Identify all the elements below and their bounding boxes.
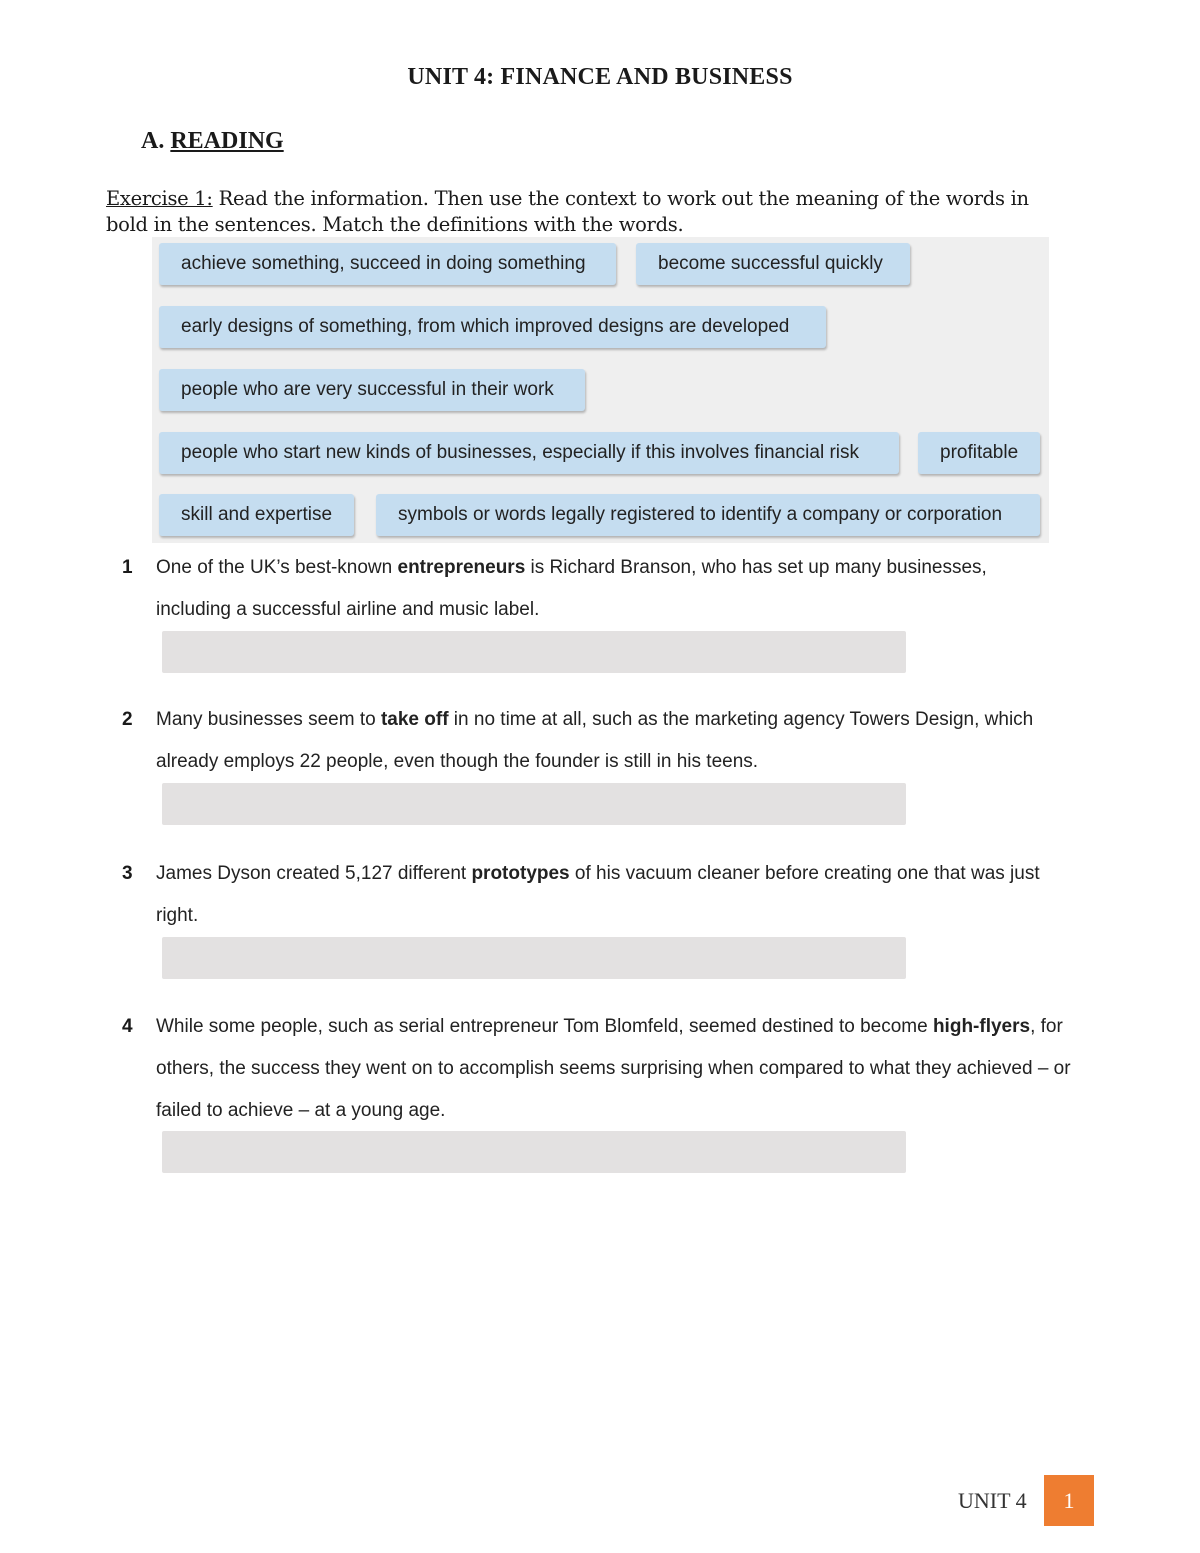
document-title: UNIT 4: FINANCE AND BUSINESS xyxy=(407,64,793,90)
question-number: 1 xyxy=(122,557,133,578)
question-text: James Dyson created 5,127 different prototypes of his vacuum cleaner before creating one that was just right. xyxy=(156,863,1040,926)
section-title: READING xyxy=(170,128,284,154)
question-text: One of the UK’s best-known entrepreneurs is Richard Branson, who has set up many businesses, including a successful airline and music label. xyxy=(156,557,987,620)
definition-chip[interactable]: people who are very successful in their work xyxy=(159,369,585,411)
definition-chip[interactable]: achieve something, succeed in doing something xyxy=(159,243,616,285)
question-number: 4 xyxy=(122,1016,133,1037)
target-word: take off xyxy=(380,709,449,730)
definition-chip[interactable]: skill and expertise xyxy=(159,494,354,536)
question-number: 2 xyxy=(122,709,133,730)
exercise-instruction-text: Read the information. Then use the context to work out the meaning of the words in bold in the sentences. Match the definitions with the words. xyxy=(106,187,1029,236)
answer-drop-zone[interactable] xyxy=(162,1131,906,1173)
answer-drop-zone[interactable] xyxy=(162,783,906,825)
target-word: entrepreneurs xyxy=(397,557,526,578)
section-letter: A. xyxy=(141,128,165,154)
answer-drop-zone[interactable] xyxy=(162,631,906,673)
target-word: prototypes xyxy=(471,863,570,884)
definition-chip[interactable]: early designs of something, from which improved designs are developed xyxy=(159,306,826,348)
word-bank xyxy=(152,237,1049,543)
definition-chip[interactable]: symbols or words legally registered to identify a company or corporation xyxy=(376,494,1040,536)
page-number-badge: 1 xyxy=(1044,1475,1094,1526)
definition-chip[interactable]: profitable xyxy=(918,432,1040,474)
footer-unit-label: UNIT 4 xyxy=(958,1488,1027,1513)
exercise-label: Exercise 1: xyxy=(106,187,213,210)
question-number: 3 xyxy=(122,863,133,884)
exercise-instructions xyxy=(106,186,1076,238)
target-word: high-flyers xyxy=(932,1016,1031,1037)
definition-chip[interactable]: become successful quickly xyxy=(636,243,910,285)
definition-chip[interactable]: people who start new kinds of businesses, especially if this involves financial risk xyxy=(159,432,899,474)
question-text: Many businesses seem to take off in no time at all, such as the marketing agency Towers Design, which already employs 22 people, even though the founder is still in his teens. xyxy=(156,709,1034,772)
section-heading xyxy=(141,128,284,155)
answer-drop-zone[interactable] xyxy=(162,937,906,979)
question-text: While some people, such as serial entrepreneur Tom Blomfeld, seemed destined to become high-flyers, for others, the success they went on to accomplish seems surprising when compared to what they achieved – or failed to achieve – at a young age. xyxy=(156,1016,1071,1121)
